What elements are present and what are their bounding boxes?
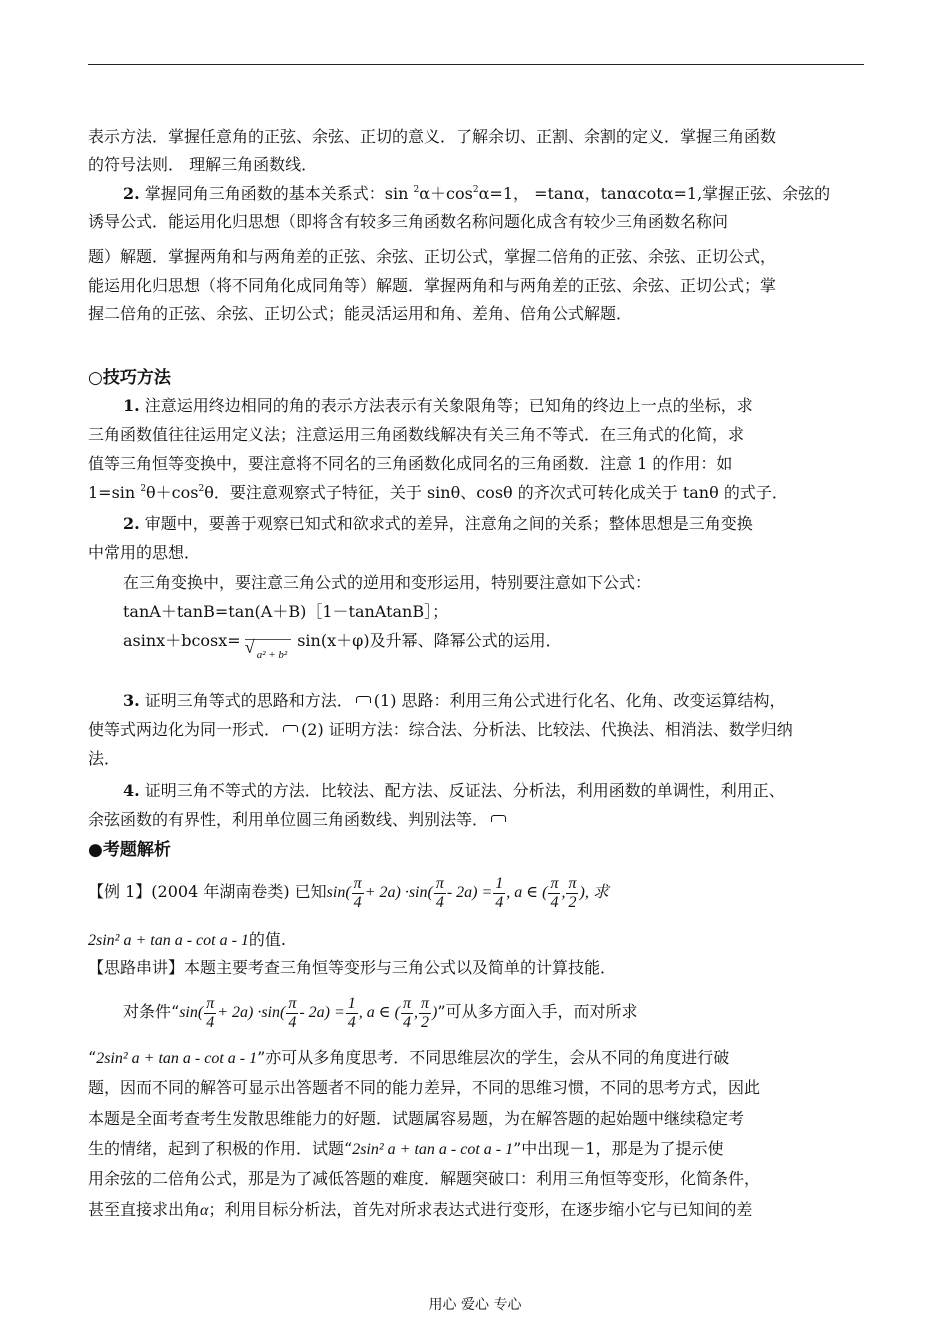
body-line: 中常用的思想． xyxy=(88,543,201,562)
analysis-label: 【思路串讲】 xyxy=(88,958,185,977)
analysis-line: “2sin² a + tan a - cot a - 1”亦可从多角度思考．不同思维层次的学生，会从不同的角度进行破 xyxy=(88,1048,730,1067)
fraction: $\frac{1}{4}$ xyxy=(347,994,356,1031)
body-line: 2. 掌握同角三角函数的基本关系式：$\sin ^2\alpha+\cos^2\alpha=1$， =tanα，tanαcotα=1,掌握正弦、余弦的 xyxy=(123,184,831,203)
body-line: 使等式两边化为同一形式． (2) 证明方法：综合法、分析法、比较法、代换法、相消法、数学归纳 xyxy=(88,720,793,739)
body-line: 能运用化归思想（将不同角化成同角等）解题．掌握两角和与两角差的正弦、余弦、正切公式；掌 xyxy=(88,276,777,295)
analysis-line: 用余弦的二倍角公式，那是为了减低答题的难度．解题突破口：利用三角恒等变形，化简条件， xyxy=(88,1169,761,1188)
body-line: 诱导公式．能运用化归思想（即将含有较多三角函数名称问题化成含有较少三角函数名称问 xyxy=(88,212,729,231)
body-line: 表示方法．掌握任意角的正弦、余弦、正切的意义．了解余切、正割、余割的定义．掌握三角函数 xyxy=(88,127,777,146)
math-expression: 2sin² a + tan a - cot a - 1 xyxy=(352,1141,514,1158)
analysis-line: 对条件“sin( $\frac{\pi}{4}$ + 2a) ·sin( $\frac{\pi}{4}$ - 2a) = $\frac{1}{4}$ , a ∈ ( $\frac{\pi}{4}$ , $\frac{\pi}{2}$ )”可从多方面入手，而对所求 xyxy=(123,994,638,1031)
fraction: $\frac{\pi}{4}$ xyxy=(206,994,215,1031)
section-heading: ●考题解析 xyxy=(88,840,171,860)
formula-line: asinx＋bcosx=√ a² + b²sin(x＋φ)及升幂、降幂公式的运用． xyxy=(123,628,866,669)
item-number: 2. xyxy=(123,514,140,533)
body-line: 握二倍角的正弦、余弦、正切公式；能灵活运用和角、差角、倍角公式解题． xyxy=(88,304,633,323)
body-line: 1. 注意运用终边相同的角的表示方法表示有关象限角等；已知角的终边上一点的坐标，求 xyxy=(123,396,753,415)
fraction: $\frac{1}{4}$ xyxy=(495,874,504,911)
item-number: 2. xyxy=(123,184,140,203)
analysis-line: 甚至直接求出角α；利用目标分析法，首先对所求表达式进行变形，在逐步缩小它与已知间的差 xyxy=(88,1200,753,1219)
fraction: $\frac{\pi}{2}$ xyxy=(568,874,577,911)
body-line: 在三角变换中，要注意三角公式的逆用和变形运用，特别要注意如下公式： xyxy=(123,573,652,592)
body-line: 3. 证明三角等式的思路和方法． (1) 思路：利用三角公式进行化名、化角、改变运算结构， xyxy=(123,691,786,710)
body-line: 法． xyxy=(88,749,121,768)
math-expression: 2sin² a + tan a - cot a - 1 xyxy=(88,932,249,949)
item-number: 3. xyxy=(123,691,140,710)
fraction: $\frac{\pi}{4}$ xyxy=(288,994,297,1031)
analysis-line: 题，因而不同的解答可显示出答题者不同的能力差异，不同的思维习惯，不同的思考方式，因此 xyxy=(88,1078,761,1097)
body-line: 题）解题．掌握两角和与两角差的正弦、余弦、正切公式，掌握二倍角的正弦、余弦、正切公式， xyxy=(88,247,777,266)
math-expression: 2sin² a + tan a - cot a - 1 xyxy=(96,1050,258,1067)
example-line: 【例 1】(2004 年湖南卷类) 已知sin( $\frac{\pi}{4}$ + 2a) ·sin( $\frac{\pi}{4}$ - 2a) = $\frac{1}{4}$ , a ∈ ( $\frac{\pi}{4}$ , $\frac{\pi}{2}$ ), 求 xyxy=(88,874,609,911)
body-line: 的符号法则． 理解三角函数线． xyxy=(88,155,318,174)
fraction: $\frac{\pi}{4}$ xyxy=(353,874,362,911)
fraction: $\frac{\pi}{4}$ xyxy=(402,994,411,1031)
page-footer: 用心 爱心 专心 xyxy=(428,1297,522,1313)
fraction: $\frac{\pi}{4}$ xyxy=(435,874,444,911)
sqrt-expression: √ a² + b² xyxy=(245,639,292,669)
body-line: 2. 审题中，要善于观察已知式和欲求式的差异，注意角之间的关系；整体思想是三角变换 xyxy=(123,514,753,533)
fraction: $\frac{\pi}{4}$ xyxy=(550,874,559,911)
body-line: 三角函数值往往运用定义法；注意运用三角函数线解决有关三角不等式．在三角式的化简，求 xyxy=(88,425,745,444)
header-rule xyxy=(88,64,864,65)
section-heading: ○技巧方法 xyxy=(88,368,171,388)
analysis-line: 本题是全面考查考生发散思维能力的好题．试题属容易题，为在解答题的起始题中继续稳定考 xyxy=(88,1109,745,1128)
body-line: 余弦函数的有界性，利用单位圆三角函数线、判别法等． xyxy=(88,807,866,834)
body-line: 4. 证明三角不等式的方法．比较法、配方法、反证法、分析法，利用函数的单调性，利用正、 xyxy=(123,781,785,800)
bracket-mark-icon xyxy=(283,725,298,732)
bracket-mark-icon xyxy=(491,815,506,822)
example-label: 【例 1】 xyxy=(88,882,152,901)
analysis-line: 【思路串讲】本题主要考查三角恒等变形与三角公式以及简单的计算技能． xyxy=(88,958,617,977)
bracket-mark-icon xyxy=(356,696,371,703)
item-number: 4. xyxy=(123,781,140,800)
fraction: $\frac{\pi}{2}$ xyxy=(420,994,429,1031)
formula-line: tanA＋tanB=tan(A＋B)［1－tanAtanB］； xyxy=(123,602,449,621)
item-number: 1. xyxy=(123,396,140,415)
example-line: 2sin² a + tan a - cot a - 1的值. xyxy=(88,930,287,949)
analysis-line: 生的情绪，起到了积极的作用．试题“2sin² a + tan a - cot a - 1”中出现－1，那是为了提示使 xyxy=(88,1139,724,1158)
body-line: 值等三角恒等变换中，要注意将不同名的三角函数化成同名的三角函数．注意 1 的作用：如 xyxy=(88,454,733,473)
body-line: 1=sin $^2\theta+\cos^2\theta$．要注意观察式子特征，关于 sinθ、cosθ 的齐次式可转化成关于 tanθ 的式子． xyxy=(88,483,788,502)
